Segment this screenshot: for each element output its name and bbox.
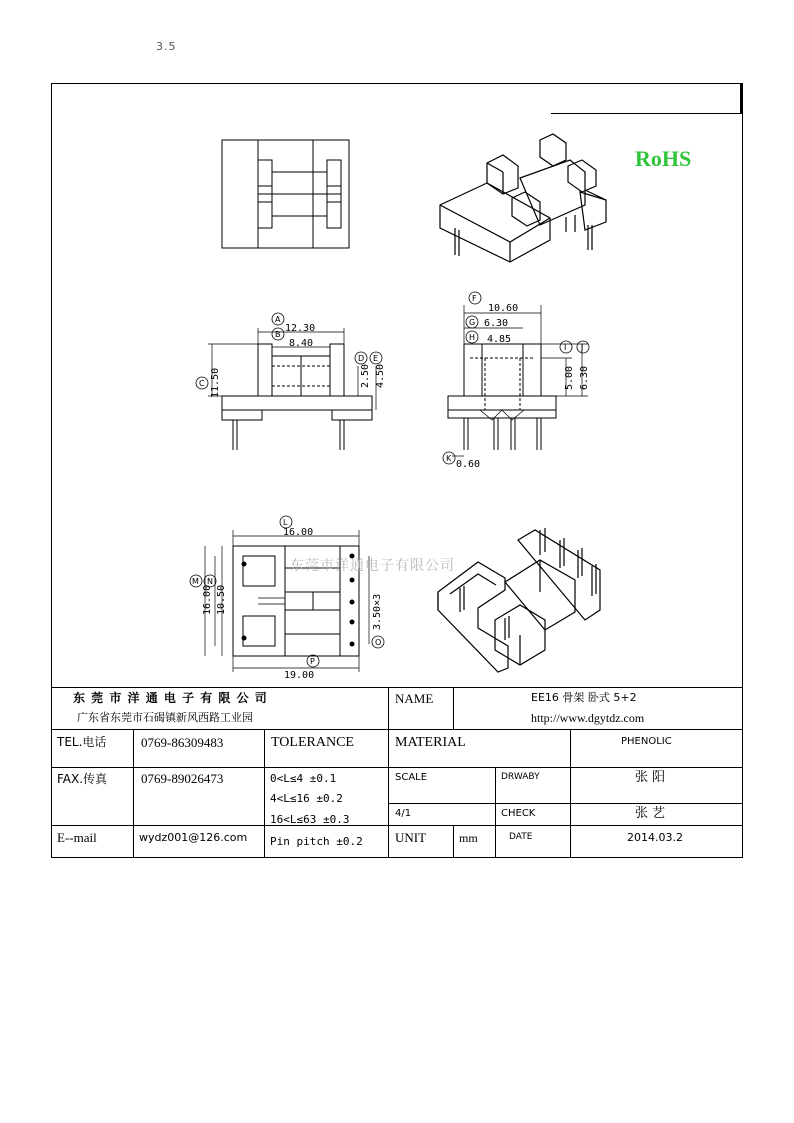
- name-label: NAME: [395, 691, 434, 706]
- isometric-view-bottom: [438, 528, 600, 672]
- isometric-view-top: [440, 134, 606, 262]
- label-i: I: [564, 343, 567, 352]
- label-d: D: [358, 354, 365, 363]
- material-value: PHENOLIC: [621, 736, 672, 747]
- dim-c: 11.50: [210, 367, 221, 398]
- rohs-badge: RoHS: [635, 146, 692, 171]
- company-name: 东 莞 市 洋 通 电 子 有 限 公 司: [73, 691, 268, 705]
- dim-g: 6.30: [484, 318, 509, 329]
- tel-value: 0769-86309483: [141, 735, 224, 750]
- label-c: C: [199, 379, 205, 388]
- drwaby-value: 张 阳: [635, 770, 666, 785]
- label-n: N: [207, 577, 213, 586]
- dim-k: 0.60: [456, 459, 481, 470]
- label-o: O: [375, 638, 382, 647]
- check-value: 张 艺: [635, 806, 666, 821]
- scale-label: SCALE: [395, 772, 428, 783]
- dim-p: 19.00: [284, 670, 315, 681]
- label-e: E: [373, 354, 379, 363]
- top-view: [222, 140, 349, 248]
- website-link[interactable]: http://www.dgytdz.com: [531, 711, 645, 725]
- dim-j: 6.30: [579, 365, 590, 390]
- tel-label: TEL.电话: [57, 735, 107, 749]
- label-m: M: [192, 577, 199, 586]
- email-label: E--mail: [57, 830, 97, 845]
- tolerance-range-1: 0<L≤4 ±0.1: [270, 772, 337, 785]
- unit-value: mm: [459, 831, 478, 845]
- dim-e: 4.50: [375, 363, 386, 388]
- check-label: CHECK: [501, 808, 536, 819]
- label-h: H: [469, 333, 476, 342]
- label-j: J: [581, 343, 584, 352]
- title-block: [51, 687, 743, 858]
- fax-label: FAX.传真: [57, 772, 108, 786]
- company-address: 广东省东莞市石碣镇新风西路工业园: [77, 711, 253, 724]
- label-a: A: [275, 315, 281, 324]
- dim-h: 4.85: [487, 334, 512, 345]
- label-p: P: [310, 657, 315, 666]
- tolerance-range-2: 4<L≤16 ±0.2: [270, 792, 343, 805]
- tolerance-pin-pitch: Pin pitch ±0.2: [270, 835, 363, 848]
- date-value: 2014.03.2: [627, 831, 683, 844]
- top-watermark: 3.5: [156, 40, 177, 53]
- bottom-view-labels: [192, 518, 383, 681]
- label-l: L: [283, 518, 288, 527]
- center-watermark: 东莞市洋通电子有限公司: [290, 558, 455, 574]
- tolerance-label: TOLERANCE: [271, 735, 354, 750]
- label-k: K: [446, 454, 452, 463]
- dim-n: 10.50: [216, 584, 227, 615]
- fax-value: 0769-89026473: [141, 771, 224, 786]
- email-value[interactable]: wydz001@126.com: [139, 831, 248, 844]
- tolerance-range-3: 16<L≤63 ±0.3: [270, 813, 350, 826]
- material-label: MATERIAL: [395, 735, 466, 750]
- date-label: DATE: [509, 832, 533, 842]
- dim-i: 5.00: [564, 365, 575, 390]
- dim-b: 8.40: [289, 338, 314, 349]
- label-g: G: [469, 318, 476, 327]
- label-f: F: [472, 294, 477, 303]
- unit-label: UNIT: [395, 830, 427, 845]
- label-b: B: [275, 330, 281, 339]
- dim-d: 2.50: [360, 363, 371, 388]
- scale-value: 4/1: [395, 808, 412, 819]
- dim-f: 10.60: [488, 303, 519, 314]
- drwaby-label: DRWABY: [501, 772, 540, 782]
- dim-a: 12.30: [285, 323, 316, 334]
- dim-l: 16.00: [283, 527, 314, 538]
- part-name: EE16 骨架 卧式 5+2: [531, 691, 637, 704]
- dim-o: 3.50×3: [372, 593, 383, 630]
- dim-m: 16.00: [202, 584, 213, 615]
